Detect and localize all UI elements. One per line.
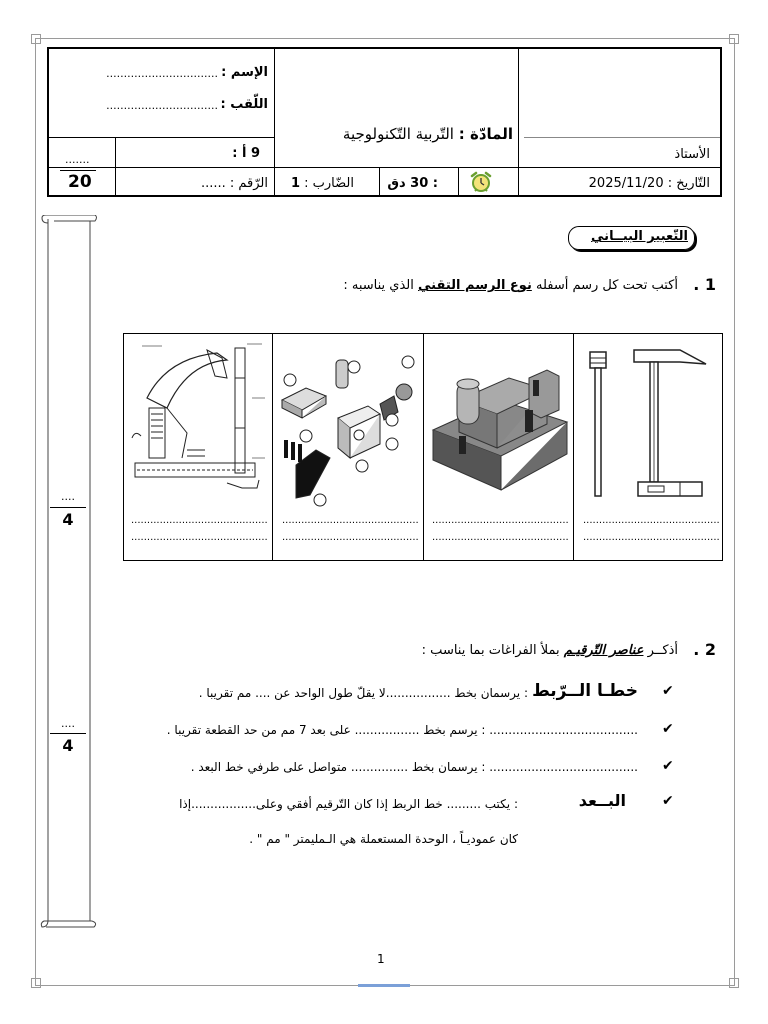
answer-line[interactable]: ........................................... <box>282 515 419 526</box>
class-label: 9 أ : <box>232 146 260 161</box>
assembly-drawing <box>127 338 269 498</box>
answer-line[interactable]: ........................................... <box>432 532 569 543</box>
name-label: الإسم : <box>221 65 268 80</box>
check-icon: ✔ <box>662 793 674 809</box>
exercise: الضّارب : 1 <box>290 176 354 191</box>
corner-mark <box>729 978 739 988</box>
q2-line4-text[interactable]: : يكتب ......... خط الربط إذا كان التّرقيم أفقي وعلى.................إذا <box>179 797 518 811</box>
q2-score-dots: .... <box>61 717 75 730</box>
answer-line[interactable]: ........................................... <box>131 515 268 526</box>
exploded-view-drawing <box>276 340 420 512</box>
q2-number: 2 . <box>693 640 716 659</box>
surname-label: اللّقب : <box>220 97 268 112</box>
duration-colon: : <box>432 176 438 191</box>
q1-score-dots: .... <box>61 490 75 503</box>
q1-number: 1 . <box>693 275 716 294</box>
q2-continuation: كان عموديـاً ، الوحدة المستعملة هي الـمليمتر " مم " . <box>249 832 518 846</box>
q2-line1-label: خطـا الــرّبط <box>532 681 638 701</box>
score-total: 20 <box>68 172 92 192</box>
orthographic-drawing <box>580 344 716 504</box>
answer-line[interactable]: ........................................... <box>583 515 720 526</box>
subject <box>343 125 513 143</box>
section-title: التّعبير البيــاني <box>591 229 688 244</box>
q2-line1-text[interactable]: : يرسمان بخط .................لا يقلّ طول الواحد عن .... مم تقريبا . <box>198 686 528 700</box>
q2-line4-label: البــعد <box>578 791 626 810</box>
name-field[interactable]: ................................ <box>106 67 218 80</box>
check-icon: ✔ <box>662 683 674 699</box>
answer-line[interactable]: ........................................... <box>432 515 569 526</box>
check-icon: ✔ <box>662 758 674 774</box>
corner-mark <box>729 34 739 44</box>
surname-field[interactable]: ................................ <box>106 99 218 112</box>
answer-line[interactable]: ........................................... <box>131 532 268 543</box>
teacher-label: الأستاذ <box>674 147 710 162</box>
q2-line3-text[interactable]: ....................................... : يرسمان بخط ............... متواصل على طرفي خط البعد . <box>190 760 638 774</box>
subject-label: المادّة : <box>458 125 513 143</box>
number-label: الرّقم : ...... <box>200 176 268 191</box>
answer-line[interactable]: ........................................... <box>282 532 419 543</box>
corner-mark <box>31 978 41 988</box>
duration: : 30 دق <box>387 176 438 191</box>
perspective-drawing <box>429 340 571 508</box>
subject-value: التّربية التّكنولوجية <box>342 125 454 143</box>
page-number: 1 <box>377 952 385 966</box>
scroll-indicator <box>358 984 410 987</box>
q1-score: 4 <box>62 510 74 529</box>
q2-text: أذكــر عناصر التّرقيـم بملأ الفراغات بما يناسب : <box>421 643 678 658</box>
alarm-clock-icon <box>469 171 493 193</box>
answer-line[interactable]: ........................................... <box>583 532 720 543</box>
q2-line2-text[interactable]: ....................................... : يرسم بخط ................. على بعد 7 مم من حد القطعة تقريبا . <box>166 723 638 737</box>
score-dots: ....... <box>65 153 90 166</box>
corner-mark <box>31 34 41 44</box>
check-icon: ✔ <box>662 721 674 737</box>
q1-text: أكتب تحت كل رسم أسفله نوع الرسم التقني الذي يناسبه : <box>343 278 678 293</box>
date: التّاريخ : 2025/11/20 <box>588 176 710 191</box>
q2-score: 4 <box>62 736 74 755</box>
scroll-icon <box>40 215 98 930</box>
